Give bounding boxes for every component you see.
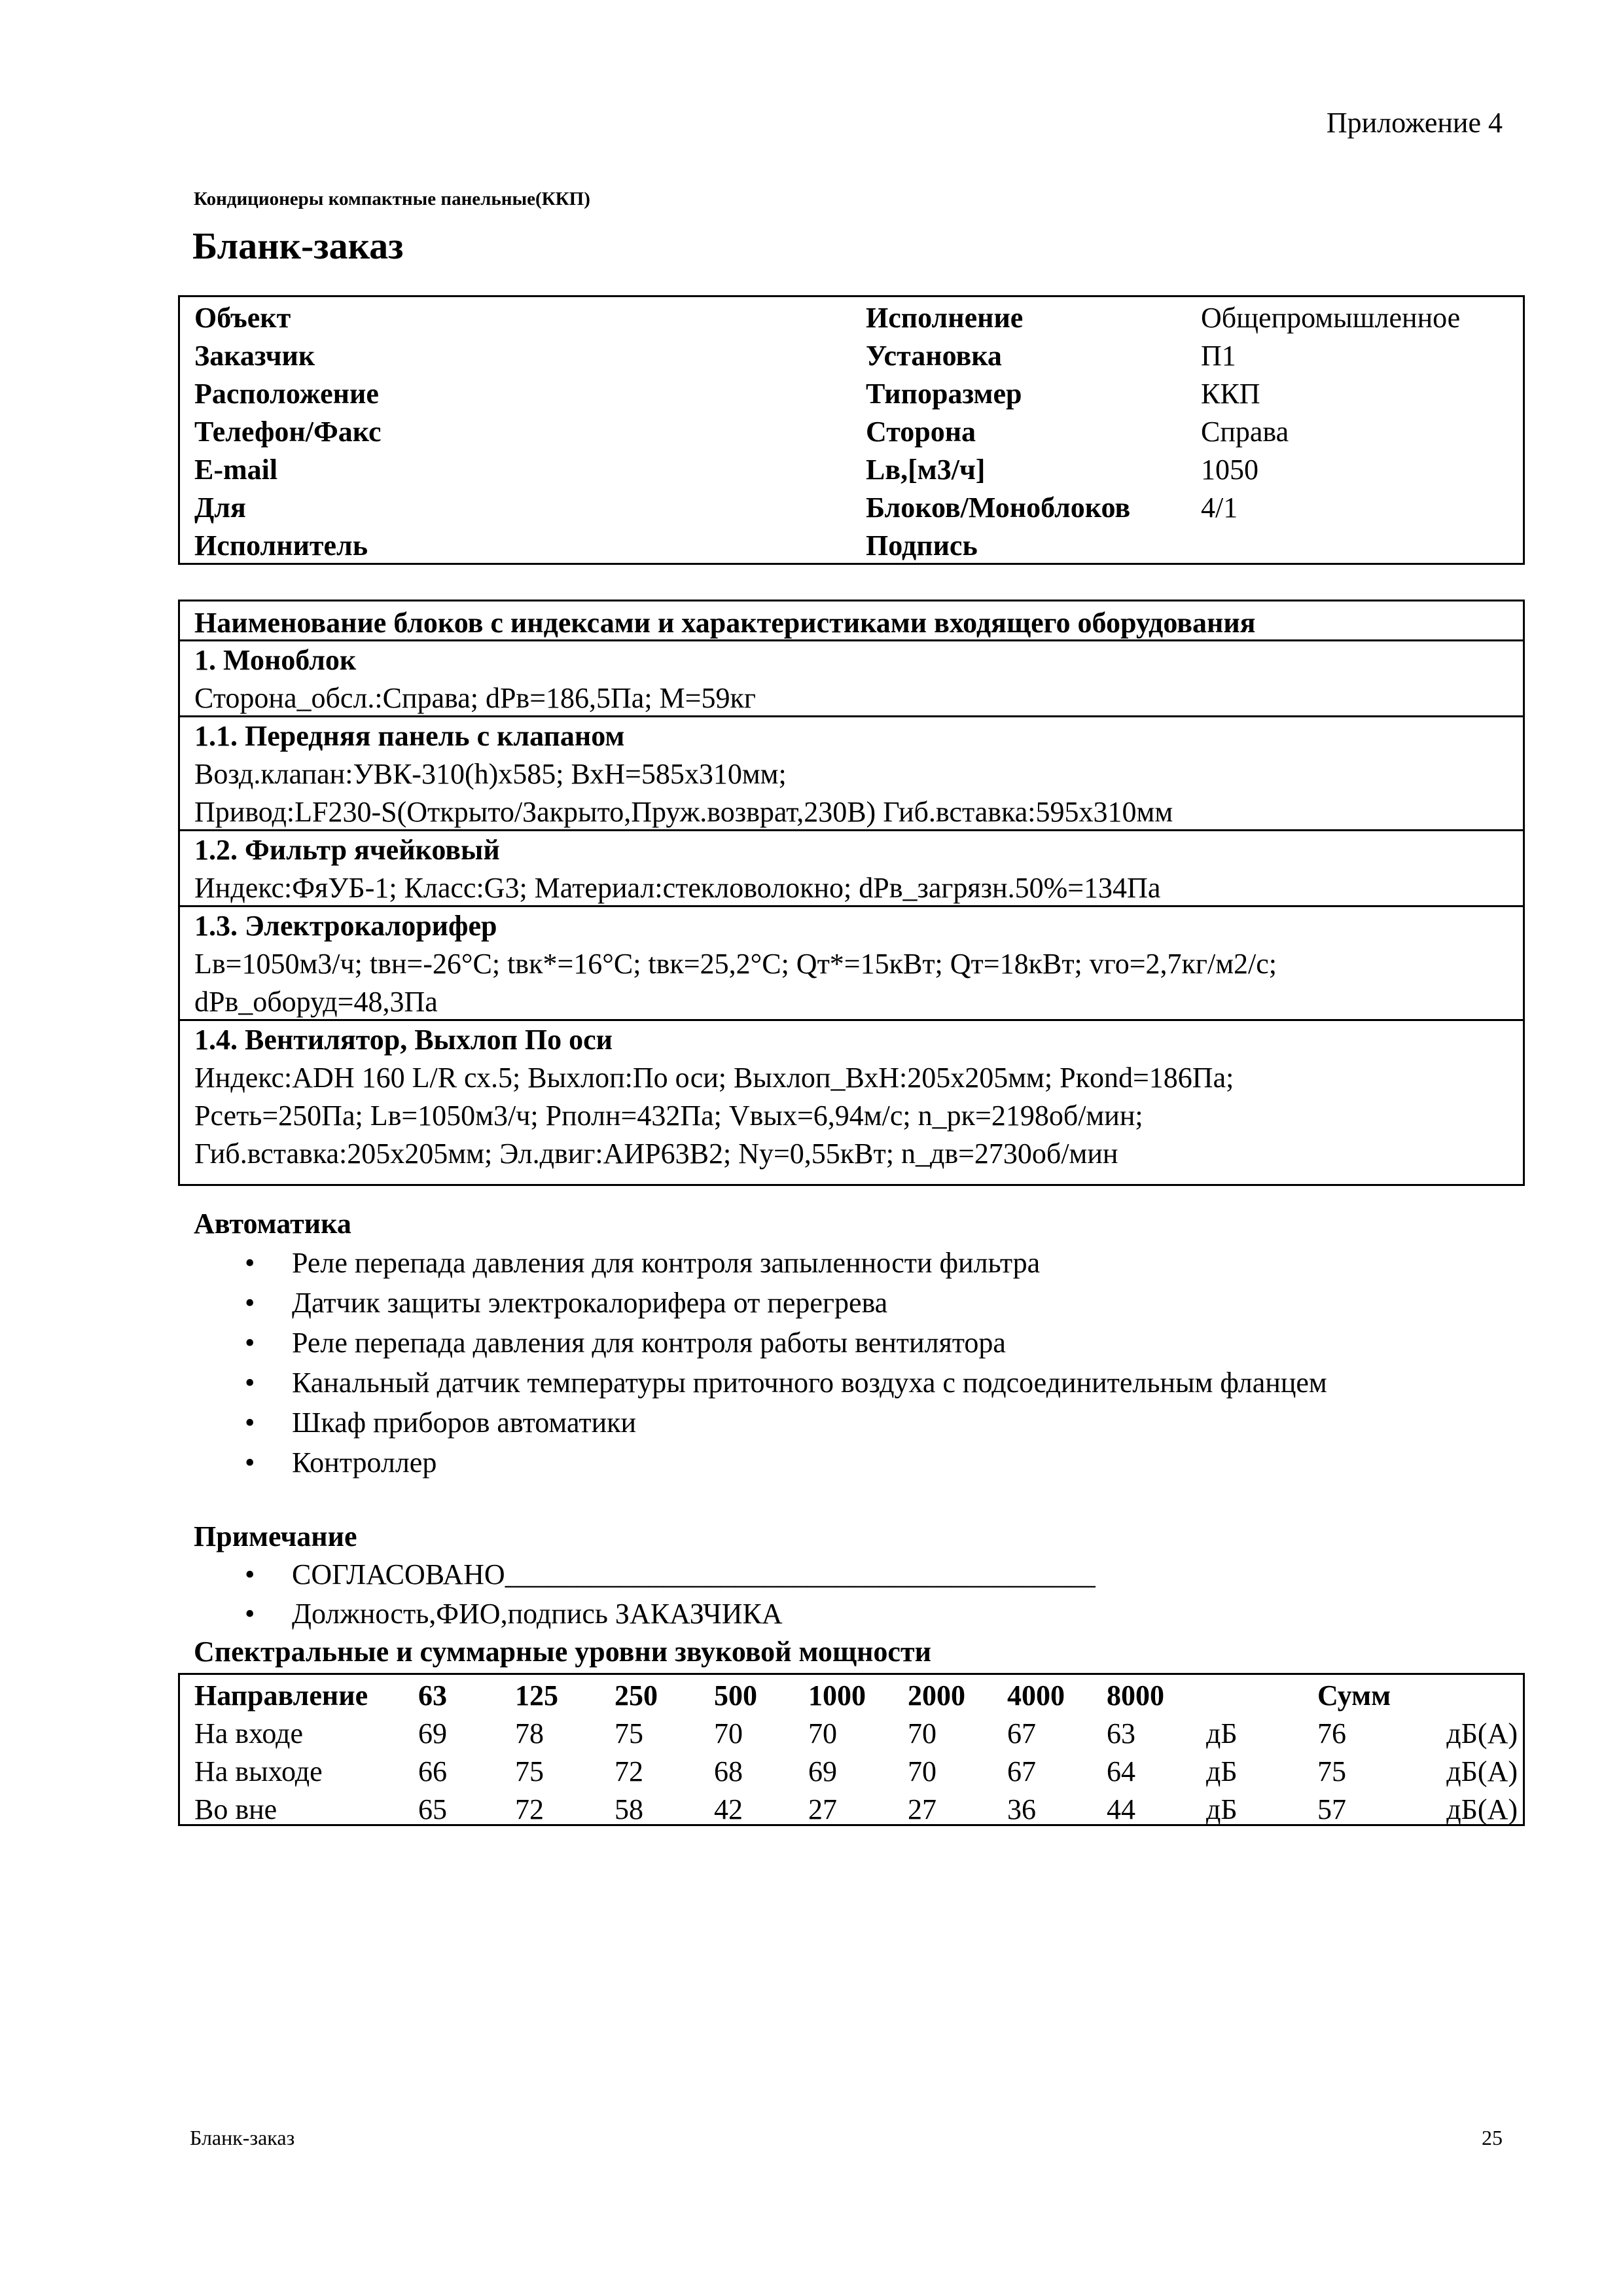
sound-header-cell: 250 [615,1679,658,1712]
block-section [180,1019,1523,1186]
sound-cell: На входе [194,1717,304,1749]
header-row [180,377,1523,415]
sound-table [178,1673,1525,1826]
header-row [180,301,1523,339]
note-title: Примечание [194,1520,357,1552]
sound-unit: дБ(А) [1446,1717,1518,1749]
sound-cell: 75 [515,1755,544,1787]
block-line: dPв_оборуд=48,3Па [194,986,438,1018]
automation-title: Автоматика [194,1208,351,1240]
bullet-icon: • [245,1446,255,1479]
order-header-table [178,295,1525,565]
blocks-heading-row [180,601,1523,639]
automation-item: • Реле перепада давления для контроля работы вентилятора [245,1327,1006,1359]
sound-title: Спектральные и суммарные уровни звуковой мощности [194,1636,931,1668]
sound-cell: 27 [808,1793,837,1825]
sound-cell: На выходе [194,1755,323,1787]
bullet-icon: • [245,1367,255,1399]
block-line: Возд.клапан:УВК-310(h)x585; ВхН=585x310мм; [194,758,787,790]
blocks-table [178,600,1525,1186]
note-item: • СОГЛАСОВАНО_________________________________________ [245,1558,1096,1590]
sound-cell: 75 [615,1717,643,1749]
header-label: Lв,[м3/ч] [866,454,986,486]
sound-cell: 44 [1107,1793,1135,1825]
header-label: Установка [866,340,1002,372]
note-item: • Должность,ФИО,подпись ЗАКАЗЧИКА [245,1598,783,1630]
sound-cell: 70 [908,1717,936,1749]
header-label: E-mail [194,454,278,486]
header-label: Телефон/Факс [194,416,382,448]
header-row [180,529,1523,567]
sound-unit: дБ [1206,1755,1238,1787]
header-value: ККП [1201,378,1260,410]
header-row [180,453,1523,491]
sound-cell: 57 [1317,1793,1346,1825]
header-label: Расположение [194,378,379,410]
sound-cell: 76 [1317,1717,1346,1749]
header-label: Подпись [866,529,978,562]
page-title: Бланк-заказ [192,224,404,267]
sound-cell: 65 [418,1793,447,1825]
sound-cell: 63 [1107,1717,1135,1749]
sound-cell: 72 [515,1793,544,1825]
sound-cell: 75 [1317,1755,1346,1787]
block-section [180,905,1523,1021]
sound-header-cell: 63 [418,1679,447,1712]
sound-cell: 42 [714,1793,743,1825]
header-label: Исполнитель [194,529,368,562]
bullet-icon: • [245,1558,255,1590]
header-value: П1 [1201,340,1236,372]
sound-header-cell: Сумм [1317,1679,1391,1712]
sound-cell: 36 [1007,1793,1036,1825]
sound-cell: 78 [515,1717,544,1749]
sound-unit: дБ [1206,1793,1238,1825]
header-label: Заказчик [194,340,315,372]
sound-cell: 70 [908,1755,936,1787]
header-label: Типоразмер [866,378,1022,410]
blocks-heading: Наименование блоков с индексами и характеристиками входящего оборудования [194,607,1256,639]
automation-item: • Реле перепада давления для контроля запыленности фильтра [245,1247,1041,1279]
header-label: Для [194,492,246,524]
header-value: 4/1 [1201,492,1238,524]
sound-cell: 64 [1107,1755,1135,1787]
header-value: Общепромышленное [1201,302,1461,334]
automation-item: • Датчик защиты электрокалорифера от перегрева [245,1287,888,1319]
sound-cell: 69 [418,1717,447,1749]
bullet-icon: • [245,1407,255,1439]
bullet-icon: • [245,1287,255,1319]
sound-header-cell: 500 [714,1679,757,1712]
header-label: Блоков/Моноблоков [866,492,1131,524]
sound-cell: 72 [615,1755,643,1787]
document-subtitle: Кондиционеры компактные панельные(ККП) [194,188,590,209]
sound-unit: дБ(А) [1446,1793,1518,1825]
header-row [180,339,1523,377]
sound-unit: дБ(А) [1446,1755,1518,1787]
sound-cell: 58 [615,1793,643,1825]
sound-cell: Во вне [194,1793,277,1825]
block-title: 1. Моноблок [194,644,357,676]
sound-header-row [180,1679,1523,1717]
block-line: Индекс:ФяУБ-1; Класс:G3; Материал:стекловолокно; dPв_загрязн.50%=134Па [194,872,1161,904]
block-line: Lв=1050м3/ч; tвн=-26°C; tвк*=16°C; tвк=25,2°C; Qт*=15кВт; Qт=18кВт; vго=2,7кг/м2/с; [194,948,1277,980]
header-value: 1050 [1201,454,1258,486]
bullet-icon: • [245,1247,255,1279]
header-label: Сторона [866,416,976,448]
block-title: 1.1. Передняя панель с клапаном [194,720,625,752]
bullet-icon: • [245,1327,255,1359]
header-row [180,415,1523,453]
page-number: 25 [1482,2126,1503,2149]
block-line: Сторона_обсл.:Справа; dPв=186,5Па; М=59кг [194,682,756,714]
sound-header-cell: Направление [194,1679,368,1712]
block-line: Привод:LF230-S(Открыто/Закрыто,Пруж.возврат,230В) Гиб.вставка:595x310мм [194,796,1173,828]
block-line: Индекс:ADH 160 L/R сх.5; Выхлоп:По оси; Выхлоп_ВхН:205x205мм; Ркond=186Па; [194,1062,1234,1094]
block-line: Рсеть=250Па; Lв=1050м3/ч; Рполн=432Па; Vвых=6,94м/с; n_рк=2198об/мин; [194,1100,1143,1132]
sound-unit: дБ [1206,1717,1238,1749]
sound-cell: 66 [418,1755,447,1787]
sound-cell: 27 [908,1793,936,1825]
header-label: Объект [194,302,291,334]
automation-item: • Канальный датчик температуры приточного воздуха с подсоединительным фланцем [245,1367,1327,1399]
sound-cell: 70 [714,1717,743,1749]
sound-cell: 67 [1007,1717,1036,1749]
header-row [180,491,1523,529]
block-section [180,639,1523,717]
sound-header-cell: 1000 [808,1679,866,1712]
block-section [180,715,1523,831]
sound-cell: 69 [808,1755,837,1787]
automation-item: • Шкаф приборов автоматики [245,1407,637,1439]
block-title: 1.2. Фильтр ячейковый [194,834,500,866]
sound-row [180,1717,1523,1755]
sound-cell: 70 [808,1717,837,1749]
header-value: Справа [1201,416,1289,448]
sound-cell: 68 [714,1755,743,1787]
block-title: 1.3. Электрокалорифер [194,910,497,942]
sound-row [180,1793,1523,1831]
sound-row [180,1755,1523,1793]
header-label: Исполнение [866,302,1024,334]
sound-header-cell: 125 [515,1679,558,1712]
block-section [180,829,1523,907]
sound-header-cell: 4000 [1007,1679,1065,1712]
appendix-label: Приложение 4 [1326,107,1503,139]
bullet-icon: • [245,1598,255,1630]
block-line: Гиб.вставка:205x205мм; Эл.двиг:АИР63В2; Ny=0,55кВт; n_дв=2730об/мин [194,1138,1118,1170]
block-title: 1.4. Вентилятор, Выхлоп По оси [194,1024,613,1056]
footer-label: Бланк-заказ [190,2126,295,2149]
automation-item: • Контроллер [245,1446,437,1479]
sound-header-cell: 2000 [908,1679,965,1712]
sound-header-cell: 8000 [1107,1679,1164,1712]
sound-cell: 67 [1007,1755,1036,1787]
